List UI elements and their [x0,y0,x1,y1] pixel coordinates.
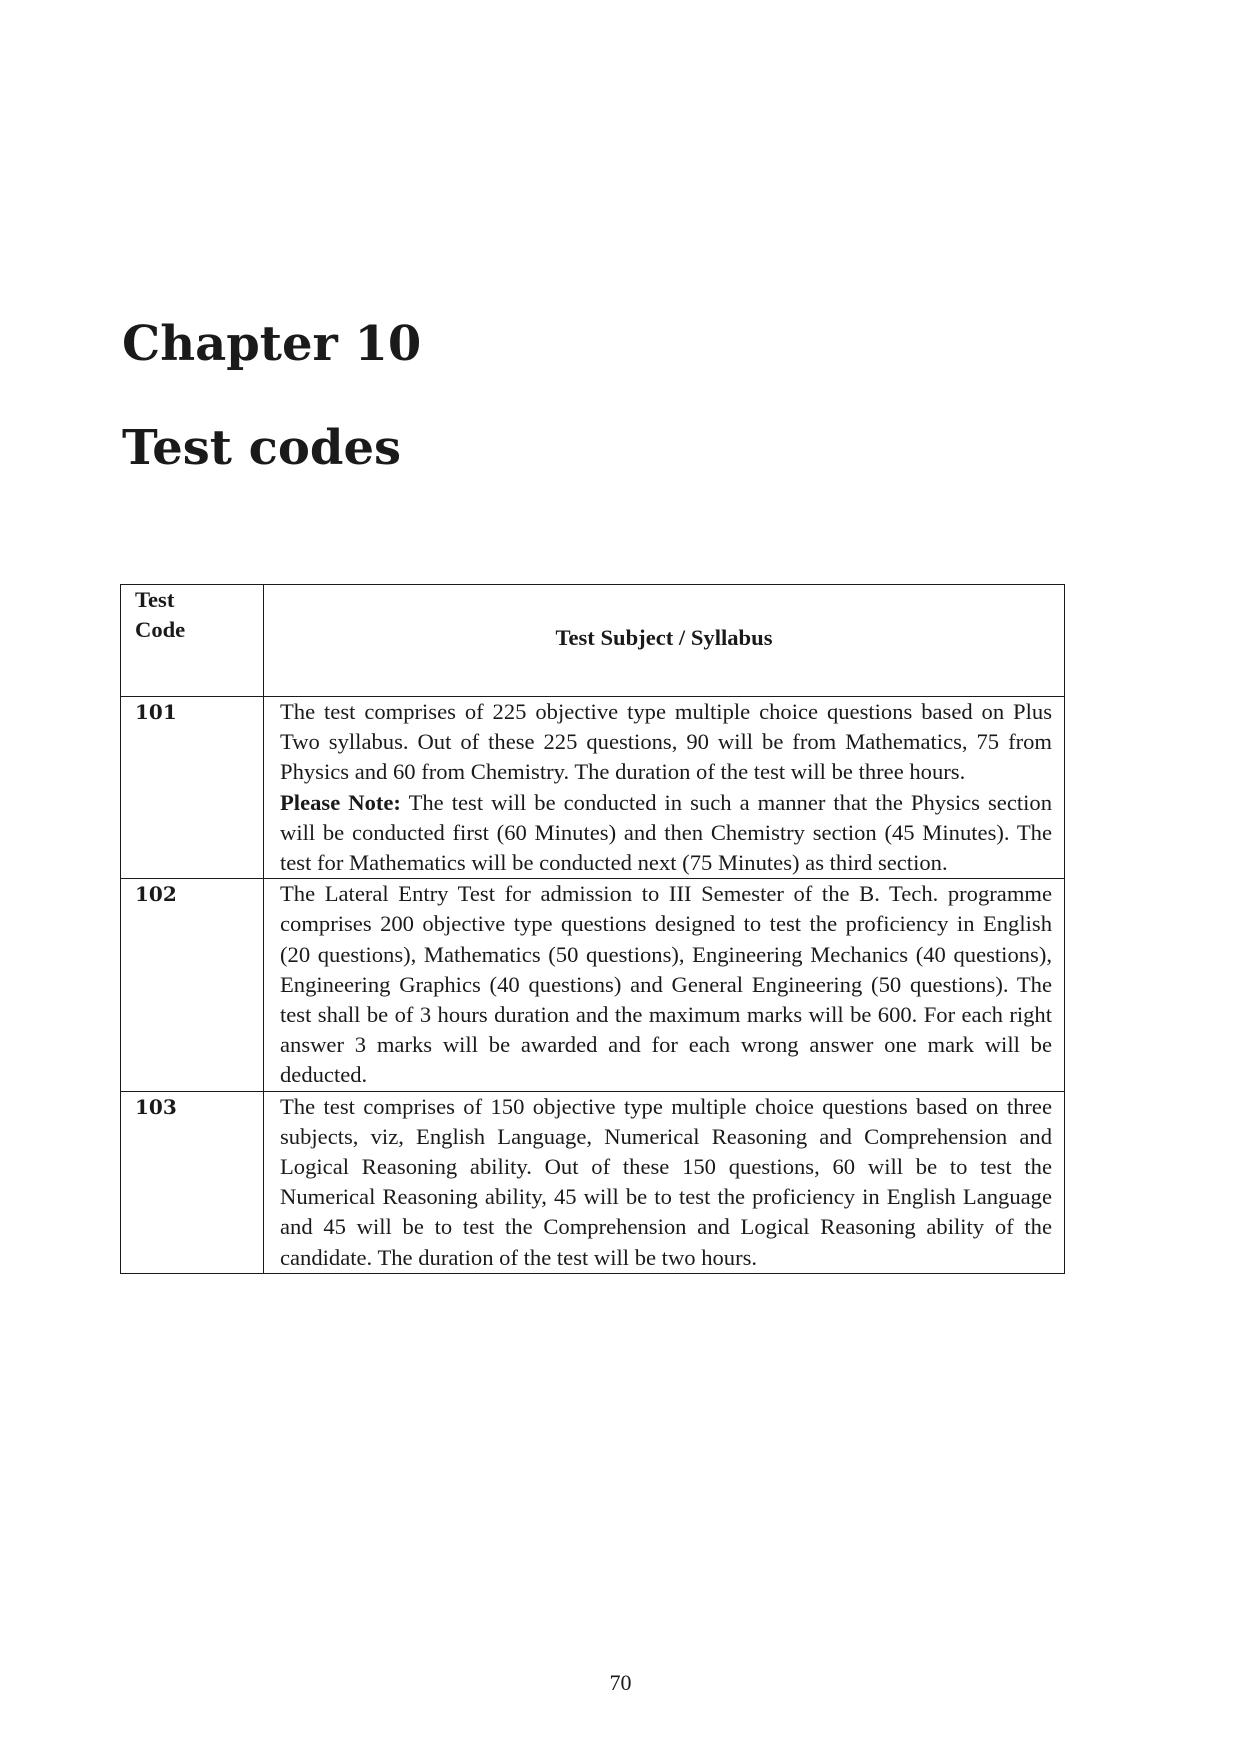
table-row [121,1091,1065,1273]
page-number: 70 [609,1670,632,1695]
test-code-cell: 101 [121,697,264,879]
subject-column-header: Test Subject / Syllabus [264,585,1065,697]
test-description: The test comprises of 225 objective type multiple choice questions based on Plus Two syllabus. Out of these 225 questions, 90 will be from Mathematics, 75 from Physics and 60 from Chemistry. The duration of the test will be three hours. [280,699,1052,785]
test-description-cell [264,697,1065,879]
test-description: The Lateral Entry Test for admission to III Semester of the B. Tech. programme comprises 200 objective type questions designed to test the proficiency in English (20 questions), Mathematics (50 questions), Engineering Mechanics (40 questions), Engineering Graphics (40 questions) and General Engineering (50 questions). The test shall be of 3 hours duration and the maximum marks will be 600. For each right answer 3 marks will be awarded and for each wrong answer one mark will be deducted. [280,881,1052,1088]
table-row [121,697,1065,879]
test-code-column-header [121,585,264,697]
table-row [121,879,1065,1091]
table-header-row [121,585,1065,697]
test-codes-table [120,584,1065,1274]
test-note [280,788,1052,879]
note-label: Please Note: [280,789,401,815]
chapter-label: Chapter 10 [122,316,422,372]
test-code-header-line-1: Test [135,587,175,612]
test-description-cell [264,1091,1065,1273]
test-description: The test comprises of 150 objective type multiple choice questions based on three subjects, viz, English Language, Numerical Reasoning and Comprehension and Logical Reasoning ability. Out of these 150 questions, 60 will be to test the Numerical Reasoning ability, 45 will be to test the proficiency in English Language and 45 will be to test the Comprehension and Logical Reasoning ability of the candidate. The duration of the test will be two hours. [280,1093,1052,1270]
note-text: The test will be conducted in such a manner that the Physics section will be conducted first (60 Minutes) and then Chemistry section (45 Minutes). The test for Mathematics will be conducted next (75 Minutes) as third section. [280,789,1053,876]
test-code-cell: 102 [121,879,264,1091]
test-description-cell [264,879,1065,1091]
test-code-cell: 103 [121,1091,264,1273]
chapter-title: Test codes [122,420,402,476]
test-code-header-line-2: Code [135,617,186,643]
